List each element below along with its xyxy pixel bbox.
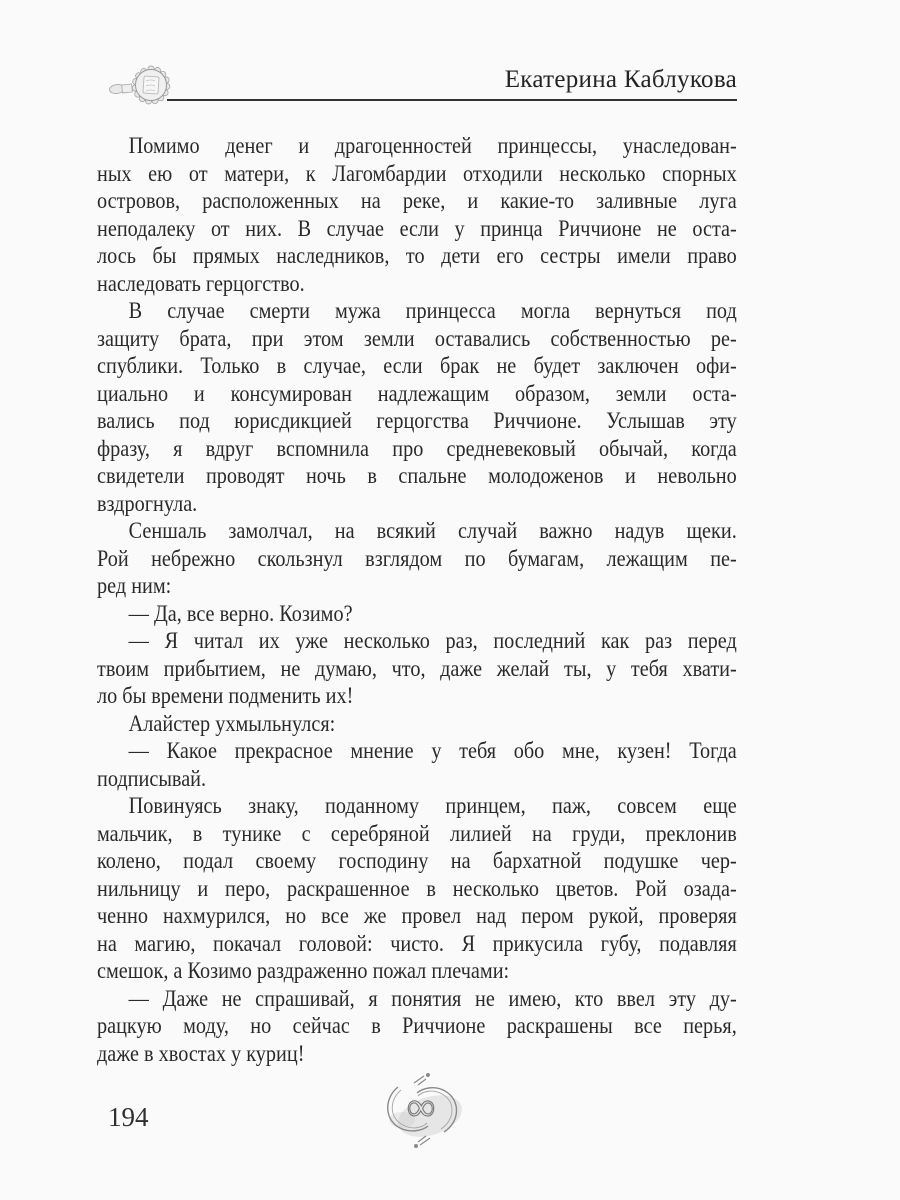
paragraph: [97, 600, 737, 628]
text-line: Сеншаль замолчал, на всякий случай важно надув щеки.: [128, 518, 737, 543]
text-line: В случае смерти мужа принцесса могла вернуться под: [128, 298, 737, 323]
text-line: ных ею от матери, к Лагомбардии отходили несколько спорных: [97, 160, 737, 186]
text-line: — Я читал их уже несколько раз, последний как раз перед: [128, 628, 737, 653]
text-line: подписывай.: [97, 765, 207, 791]
text-line: неподалеку от них. В случае если у принца Риччионе не оста-: [97, 215, 737, 241]
text-line: — Да, все верно. Козимо?: [128, 600, 353, 626]
text-line: защиту брата, при этом земли оставались собственностью ре-: [97, 325, 737, 351]
infinity-glyph: ∞: [406, 1084, 436, 1129]
paragraph: [97, 132, 737, 297]
paragraph: [97, 517, 737, 600]
swirl-flourish-ornament: [376, 1070, 470, 1154]
author-header: Екатерина Каблукова: [504, 66, 737, 93]
text-line: лось бы прямых наследников, то дети его сестры имели право: [97, 243, 737, 268]
paragraph: [97, 985, 737, 1068]
text-line: — Какое прекрасное мнение у тебя обо мне, кузен! Тогда: [128, 738, 737, 763]
text-line: даже в хвостах у куриц!: [97, 1040, 305, 1066]
paragraph: [97, 297, 737, 517]
text-line: ред ним:: [97, 573, 172, 598]
text-line: мальчик, в тунике с серебряной лилией на груди, преклонив: [97, 820, 737, 846]
text-line: свидетели проводят ночь в спальне молодоженов и невольно: [97, 463, 737, 488]
text-line: рацкую моду, но сейчас в Риччионе раскрашены все перья,: [97, 1013, 737, 1038]
text-line: колено, подал своему господину на бархатной подушке чер-: [97, 848, 737, 873]
text-line: Повинуясь знаку, поданному принцем, паж, совсем еще: [128, 793, 737, 818]
body-text: [97, 132, 737, 1067]
text-line: Рой небрежно скользнул взглядом по бумагам, лежащим пе-: [97, 545, 737, 571]
paragraph: [97, 737, 737, 792]
paragraph: [97, 710, 737, 738]
text-line: наследовать герцогство.: [97, 270, 305, 296]
text-line: вались под юрисдикцией герцогства Риччионе. Услышав эту: [97, 408, 737, 433]
text-line: ченно нахмурился, но все же провел над пером рукой, проверяя: [97, 903, 737, 928]
header-rule: [167, 99, 737, 101]
text-line: смешок, а Козимо раздраженно пожал плечами:: [97, 958, 510, 983]
seal-handle: [109, 84, 132, 95]
text-line: на магию, покачал головой: чисто. Я прикусила губу, подавляя: [97, 930, 737, 956]
text-line: фразу, я вдруг вспомнила про средневековый обычай, когда: [97, 435, 737, 461]
text-line: вздрогнула.: [97, 490, 198, 516]
text-line: ло бы времени подменить их!: [97, 683, 354, 708]
text-line: циально и консумирован надлежащим образом, земли оста-: [97, 380, 737, 406]
text-line: нильницу и перо, раскрашенное в несколько цветов. Рой озада-: [97, 875, 737, 901]
wax-seal-ornament: [108, 58, 176, 116]
page-number: 194: [108, 1102, 149, 1132]
paragraph: [97, 627, 737, 710]
paragraph: [97, 792, 737, 985]
text-line: Алайстер ухмыльнулся:: [128, 710, 336, 736]
text-line: Помимо денег и драгоценностей принцессы, унаследован-: [128, 133, 737, 158]
text-line: островов, расположенных на реке, и какие-то заливные луга: [97, 188, 737, 213]
text-line: твоим прибытием, не думаю, что, даже желай ты, у тебя хвати-: [97, 655, 737, 681]
text-line: спублики. Только в случае, если брак не будет заключен офи-: [97, 353, 737, 378]
text-line: — Даже не спрашивай, я понятия не имею, кто ввел эту ду-: [128, 985, 737, 1011]
